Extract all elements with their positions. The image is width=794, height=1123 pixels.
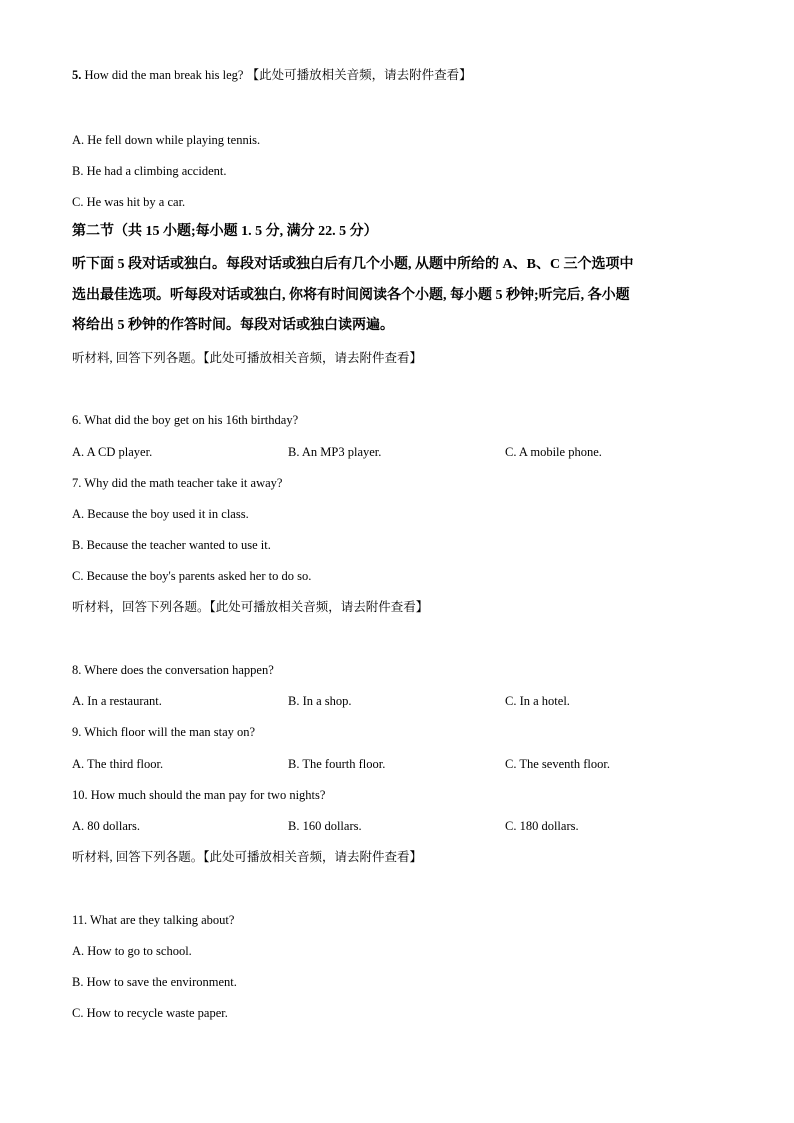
q10-option-a: A. 80 dollars. [72,819,141,833]
section-2-instruction-1: 听下面 5 段对话或独白。每段对话或独白后有几个小题, 从题中所给的 A、B、C 三个选项中 [72,257,634,272]
question-6: 6. What did the boy get on his 16th birthday? [72,413,299,427]
q10-options [72,818,722,834]
q5-option-c: C. He was hit by a car. [72,195,186,209]
question-11: 11. What are they talking about? [72,913,235,927]
q7-option-c: C. Because the boy's parents asked her to do so. [72,569,312,583]
question-9: 9. Which floor will the man stay on? [72,725,256,739]
q10-option-c: C. 180 dollars. [505,819,579,833]
question-10: 10. How much should the man pay for two nights? [72,788,326,802]
listen-prompt-3: 听材料, 回答下列各题。【此处可播放相关音频，请去附件查看】 [72,850,423,864]
section-2-instruction-2: 选出最佳选项。听每段对话或独白, 你将有时间阅读各个小题, 每小题 5 秒钟;听完后, 各小题 [72,288,630,303]
question-5 [72,67,472,83]
q5-option-a: A. He fell down while playing tennis. [72,133,261,147]
q6-option-b: B. An MP3 player. [288,445,382,459]
q6-options [72,444,722,460]
q7-option-b: B. Because the teacher wanted to use it. [72,538,271,552]
q6-option-a: A. A CD player. [72,445,153,459]
section-2-heading: 第二节（共 15 小题;每小题 1. 5 分, 满分 22. 5 分） [72,224,378,239]
q8-options [72,693,722,709]
q9-option-c: C. The seventh floor. [505,757,610,771]
question-5-number: 5. [72,68,82,82]
q6-option-c: C. A mobile phone. [505,445,602,459]
question-8: 8. Where does the conversation happen? [72,663,274,677]
q9-option-a: A. The third floor. [72,757,164,771]
q11-option-a: A. How to go to school. [72,944,192,958]
q11-option-b: B. How to save the environment. [72,975,237,989]
q8-option-b: B. In a shop. [288,694,352,708]
q9-option-b: B. The fourth floor. [288,757,386,771]
q11-option-c: C. How to recycle waste paper. [72,1006,228,1020]
question-5-text: How did the man break his leg? 【此处可播放相关音频，请去附件查看】 [81,68,472,82]
q8-option-a: A. In a restaurant. [72,694,162,708]
q10-option-b: B. 160 dollars. [288,819,362,833]
q5-option-b: B. He had a climbing accident. [72,164,227,178]
section-2-instruction-3: 将给出 5 秒钟的作答时间。每段对话或独白读两遍。 [72,318,394,333]
q9-options [72,756,722,772]
q7-option-a: A. Because the boy used it in class. [72,507,249,521]
listen-prompt-2: 听材料，回答下列各题。【此处可播放相关音频，请去附件查看】 [72,600,429,614]
q8-option-c: C. In a hotel. [505,694,570,708]
question-7: 7. Why did the math teacher take it away? [72,476,283,490]
listen-prompt-1: 听材料, 回答下列各题。【此处可播放相关音频，请去附件查看】 [72,351,423,365]
